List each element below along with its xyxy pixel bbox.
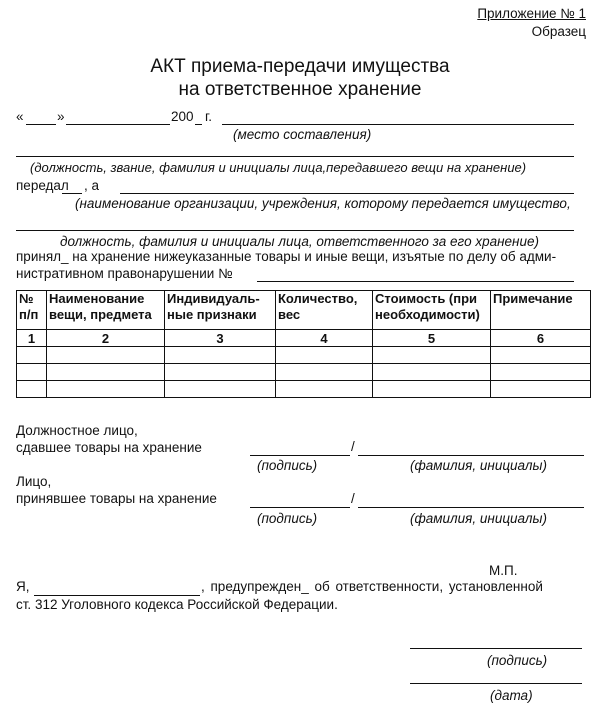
official-signature-field[interactable] <box>250 455 350 456</box>
warning-text: , предупрежден_ об ответственности, установленной <box>201 579 543 594</box>
official-name-field[interactable] <box>358 455 584 456</box>
organization-caption: (наименование организации, учреждения, которому передается имущество, <box>75 196 571 211</box>
transferred-connector: , а <box>84 178 100 193</box>
table-row[interactable] <box>17 364 591 381</box>
quote-open: « <box>16 109 24 124</box>
receiver-signature-caption: (подпись) <box>257 511 318 526</box>
items-table <box>16 290 591 398</box>
month-field[interactable] <box>66 124 170 125</box>
document-subtitle: на ответственное хранение <box>178 79 422 100</box>
receiver-name-caption: (фамилия, инициалы) <box>410 511 547 526</box>
year-suffix: г. <box>205 109 213 124</box>
year-prefix: 200 <box>171 109 194 124</box>
transferred-label: передал <box>16 178 69 193</box>
table-header: Примечание <box>491 291 591 330</box>
table-header: Индивидуаль- ные признаки <box>165 291 276 330</box>
column-number: 1 <box>17 330 47 347</box>
year-field[interactable] <box>195 124 202 125</box>
case-label: нистративном правонарушении № <box>16 266 233 281</box>
footer-signature-field[interactable] <box>410 648 582 649</box>
column-number: 4 <box>276 330 373 347</box>
footer-date-field[interactable] <box>410 683 582 684</box>
receiver-name-field[interactable] <box>358 507 584 508</box>
organization-field[interactable] <box>120 193 574 194</box>
table-header: Наименование вещи, предмета <box>47 291 165 330</box>
official-label-line2: сдавшее товары на хранение <box>16 440 202 455</box>
document-title: АКТ приема-передачи имущества <box>150 56 450 77</box>
table-header: № п/п <box>17 291 47 330</box>
official-signature-caption: (подпись) <box>257 458 318 473</box>
column-number: 5 <box>373 330 491 347</box>
footer-signature-caption: (подпись) <box>487 653 548 668</box>
column-number: 2 <box>47 330 165 347</box>
table-row[interactable] <box>17 347 591 364</box>
table-header: Количество, вес <box>276 291 373 330</box>
receiver-signature-field[interactable] <box>250 507 350 508</box>
table-header: Стоимость (при необходимости) <box>373 291 491 330</box>
column-number: 3 <box>165 330 276 347</box>
warning-prefix: Я, <box>16 579 30 594</box>
stamp-label: М.П. <box>489 563 518 578</box>
transferred-ending-field[interactable] <box>62 193 82 194</box>
receiver-label-line2: принявшее товары на хранение <box>16 491 217 506</box>
appendix-label: Приложение № 1 <box>477 6 586 21</box>
sample-label: Образец <box>531 24 586 39</box>
place-field[interactable] <box>222 124 574 125</box>
warned-person-field[interactable] <box>34 595 200 596</box>
custodian-field[interactable] <box>16 230 574 231</box>
column-number-row <box>17 330 591 347</box>
day-field[interactable] <box>26 124 56 125</box>
transferor-field[interactable] <box>16 156 574 157</box>
official-label-line1: Должностное лицо, <box>16 423 138 438</box>
place-caption: (место составления) <box>233 127 372 142</box>
custodian-caption: должность, фамилия и инициалы лица, ответственного за его хранение) <box>60 234 539 249</box>
quote-close: » <box>57 109 65 124</box>
case-number-field[interactable] <box>257 281 574 282</box>
official-name-caption: (фамилия, инициалы) <box>410 458 547 473</box>
accepted-text: принял_ на хранение нижеуказанные товары и иные вещи, изъятые по делу об адми- <box>16 249 557 264</box>
table-row[interactable] <box>17 381 591 398</box>
slash-separator: / <box>351 439 355 454</box>
transferor-caption: (должность, звание, фамилия и инициалы лица,передавшего вещи на хранение) <box>30 160 527 175</box>
column-number: 6 <box>491 330 591 347</box>
table-header-row <box>17 291 591 330</box>
slash-separator: / <box>351 491 355 506</box>
warning-article: ст. 312 Уголовного кодекса Российской Федерации. <box>16 597 338 612</box>
footer-date-caption: (дата) <box>490 688 533 703</box>
receiver-label-line1: Лицо, <box>16 474 52 489</box>
